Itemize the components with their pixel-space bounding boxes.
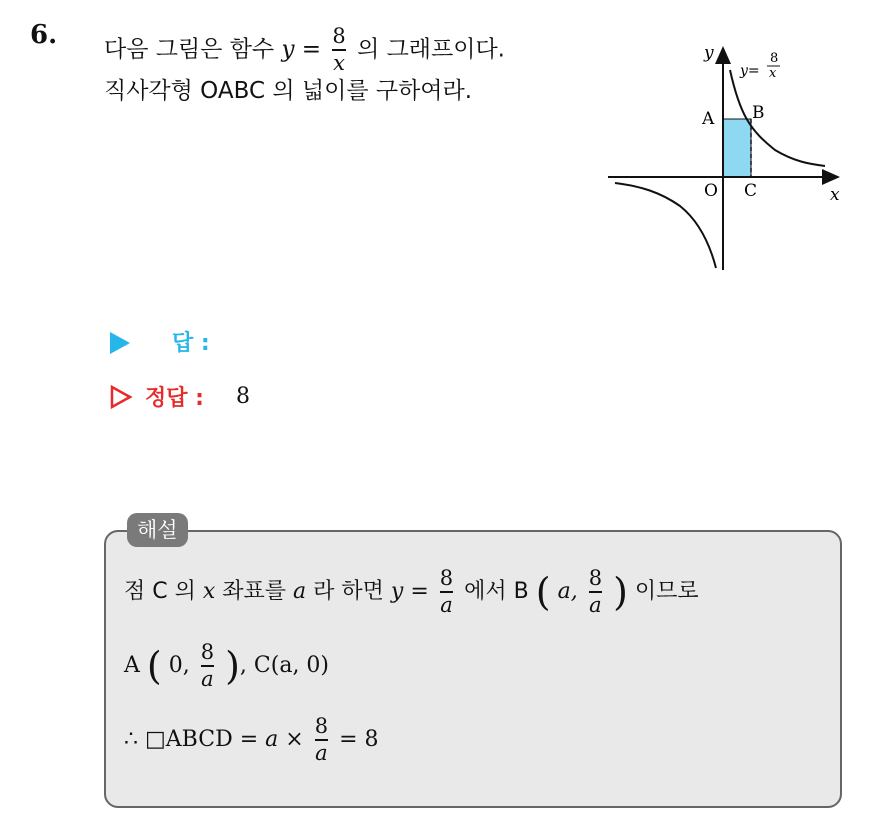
sol-l1-num2: 8 — [588, 566, 603, 590]
answer-label: 답 : — [172, 331, 210, 356]
answer-arrow-icon — [110, 332, 130, 354]
x-axis-label: x — [830, 185, 840, 205]
sol-l1-d: 에서 B — [464, 578, 529, 604]
question-fraction — [332, 26, 345, 74]
sol-l1-a: 점 C 의 — [124, 578, 196, 604]
solution-line-1: 점 C 의 x 좌표를 a 라 하면 y = $\frac{8}{a}$ 에서 B ( a, $\frac{8}{a}$ ) 이므로 — [124, 566, 699, 617]
curve-branch-q3 — [615, 183, 716, 268]
sol-l3-eq1: = — [239, 726, 259, 752]
function-graph — [600, 40, 850, 275]
question-text-start: 다음 그림은 함수 — [104, 36, 275, 63]
question-number: 6. — [30, 20, 58, 50]
correct-answer-arrow-icon — [110, 385, 132, 409]
sol-l1-x: x — [202, 578, 216, 604]
sol-l1-frac — [440, 568, 453, 616]
sol-l1-c: 라 하면 — [313, 578, 384, 604]
sol-l2-den: a — [201, 666, 214, 691]
sol-l1-num: 8 — [439, 566, 454, 590]
sol-l3-den: a — [315, 740, 328, 765]
question-equals: = — [301, 36, 322, 63]
sol-l1-den2: a — [589, 592, 602, 617]
sol-l3-frac — [315, 716, 328, 764]
sol-l2-a: A — [124, 652, 140, 678]
sol-l2-num: 8 — [200, 640, 215, 664]
solution-line-3 — [124, 716, 379, 764]
sol-l3-therefore: ∴ — [124, 726, 138, 752]
solution-tag: 해설 — [127, 513, 188, 547]
sol-l3-eq2: = 8 — [339, 726, 379, 752]
correct-answer-label: 정답 : — [145, 386, 204, 411]
question-frac-denominator: x — [333, 50, 345, 75]
question-line-1 — [104, 26, 505, 74]
sol-l3-box: □ABCD — [145, 726, 233, 752]
sol-l1-frac2 — [589, 568, 602, 616]
question-y-var: y — [281, 36, 295, 63]
sol-l1-b: 좌표를 — [222, 578, 287, 604]
sol-l1-e: 이므로 — [634, 578, 699, 604]
sol-l1-a-var: a — [293, 578, 307, 604]
function-label-numerator: 8 — [770, 51, 779, 66]
solution-line-2: A ( 0, $\frac{8}{a}$ ), C(a, 0) — [124, 640, 330, 691]
function-label-prefix: y= — [740, 63, 760, 79]
point-a-label: A — [702, 109, 715, 129]
rectangle-oabc — [723, 119, 751, 177]
y-axis-label: y — [704, 43, 714, 63]
sol-l1-y: y — [390, 578, 404, 604]
sol-l2-zero: 0, — [168, 652, 190, 678]
sol-l3-a: a × — [265, 726, 304, 752]
point-o-label: O — [704, 181, 718, 201]
sol-l2-rest: , C(a, 0) — [239, 652, 330, 678]
sol-l3-num: 8 — [314, 714, 329, 738]
point-c-label: C — [744, 181, 758, 201]
sol-l1-eq: = — [410, 578, 429, 604]
correct-answer-value: 8 — [236, 384, 250, 409]
question-line-2: 직사각형 OABC 의 넓이를 구하여라. — [104, 78, 473, 104]
sol-l1-den: a — [440, 592, 453, 617]
function-label-denominator: x — [769, 66, 777, 81]
point-b-label: B — [752, 103, 765, 123]
question-text-end: 의 그래프이다. — [357, 36, 505, 63]
sol-l2-frac — [201, 642, 214, 690]
question-frac-numerator: 8 — [332, 24, 346, 48]
sol-l1-pa: a, — [557, 578, 578, 604]
